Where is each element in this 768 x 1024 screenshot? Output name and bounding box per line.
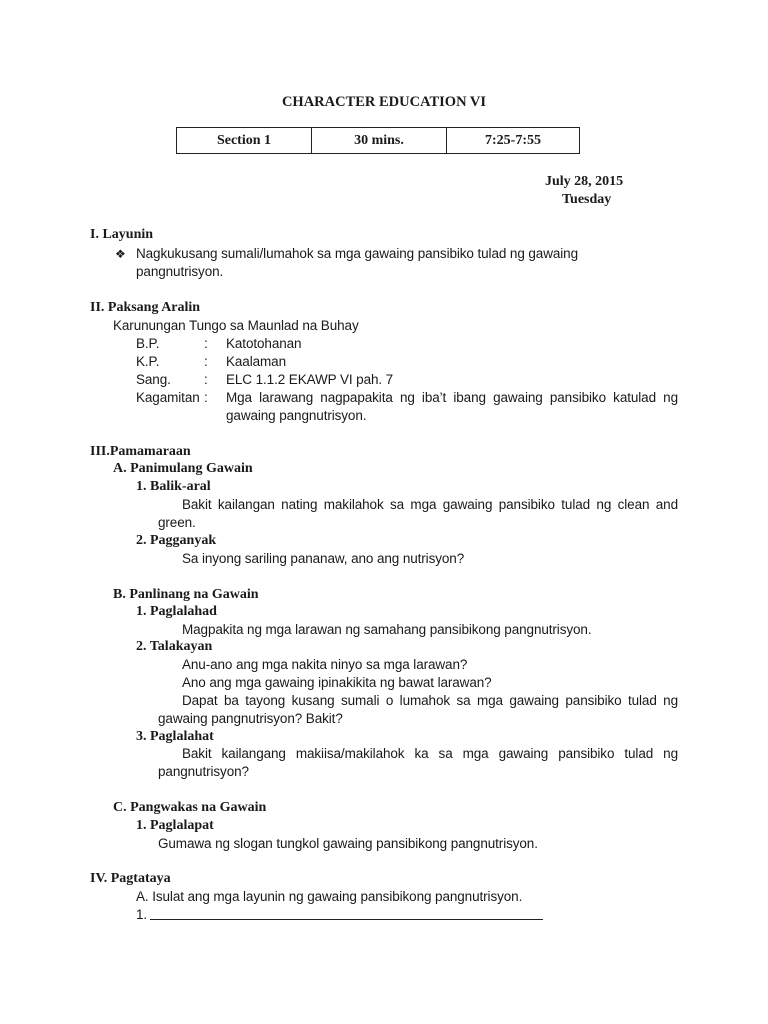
paglalapat-heading: 1. Paglalapat [136,818,214,833]
objective-line-1: Nagkukusang sumali/lumahok sa mga gawaing pansibiko tulad ng gawaing [136,246,578,261]
bp-label: B.P. [136,336,160,351]
paglalahad-text: Magpakita ng mga larawan ng samahang pansibikong pangnutrisyon. [182,622,592,637]
talakayan-heading: 2. Talakayan [136,639,213,654]
bp-colon: : [204,336,208,351]
subsection-c-heading: C. Pangwakas na Gawain [113,800,267,815]
paglalahat-heading: 3. Paglalahat [136,729,214,744]
kagamitan-label: Kagamitan [136,390,200,405]
section-iv-heading: IV. Pagtataya [90,871,171,886]
document-title: CHARACTER EDUCATION VI [281,94,487,110]
date: July 28, 2015 [545,174,624,189]
sang-colon: : [204,372,208,387]
day: Tuesday [562,192,612,207]
schedule-table [176,127,580,154]
answer-item-number: 1. [136,907,148,922]
balik-aral-heading: 1. Balik-aral [136,479,211,494]
kp-value: Kaalaman [226,354,286,369]
talakayan-question-2: Ano ang mga gawaing ipinakikita ng bawat larawan? [182,675,492,690]
kp-colon: : [204,354,208,369]
bp-value: Katotohanan [226,336,302,351]
schedule-row [177,128,580,154]
sang-label: Sang. [136,372,171,387]
section-ii-heading: II. Paksang Aralin [90,300,201,315]
subsection-a-heading: A. Panimulang Gawain [113,461,253,476]
pagganyak-heading: 2. Pagganyak [136,533,217,548]
answer-blank-line [150,904,543,920]
diamond-bullet-icon: ❖ [115,247,126,261]
pagganyak-text: Sa inyong sariling pananaw, ano ang nutrisyon? [182,551,465,566]
time-cell: 7:25-7:55 [447,128,580,154]
subsection-b-heading: B. Panlinang na Gawain [113,587,259,602]
section-i-heading: I. Layunin [90,227,154,242]
objective-line-2: pangnutrisyon. [136,264,224,279]
paglalapat-text: Gumawa ng slogan tungkol gawaing pansibikong pangnutrisyon. [158,836,538,851]
section-iii-heading: III.Pamamaraan [90,444,191,459]
topic: Karunungan Tungo sa Maunlad na Buhay [113,318,359,333]
balik-aral-text: Bakit kailangan nating makilahok sa mga gawaing pansibiko tulad ng clean and green. [158,497,678,530]
duration-cell: 30 mins. [312,128,447,154]
kagamitan-value: Mga larawang nagpapakita ng iba’t ibang gawaing pansibiko katulad ng gawaing pangnutrisyon. [226,390,678,423]
paglalahad-heading: 1. Paglalahad [136,604,217,619]
paglalahat-text: Bakit kailangang makiisa/makilahok ka sa mga gawaing pansibiko tulad ng pangnutrisyon? [158,746,678,779]
sang-value: ELC 1.1.2 EKAWP VI pah. 7 [226,372,394,387]
kagamitan-colon: : [204,390,208,405]
pagtataya-instruction: A. Isulat ang mga layunin ng gawaing pansibikong pangnutrisyon. [136,889,523,904]
talakayan-question-1: Anu-ano ang mga nakita ninyo sa mga larawan? [182,657,468,672]
section-cell: Section 1 [177,128,312,154]
kp-label: K.P. [136,354,160,369]
talakayan-question-3: Dapat ba tayong kusang sumali o lumahok sa mga gawaing pansibiko tulad ng gawaing pangnutrisyon? Bakit? [158,693,678,726]
